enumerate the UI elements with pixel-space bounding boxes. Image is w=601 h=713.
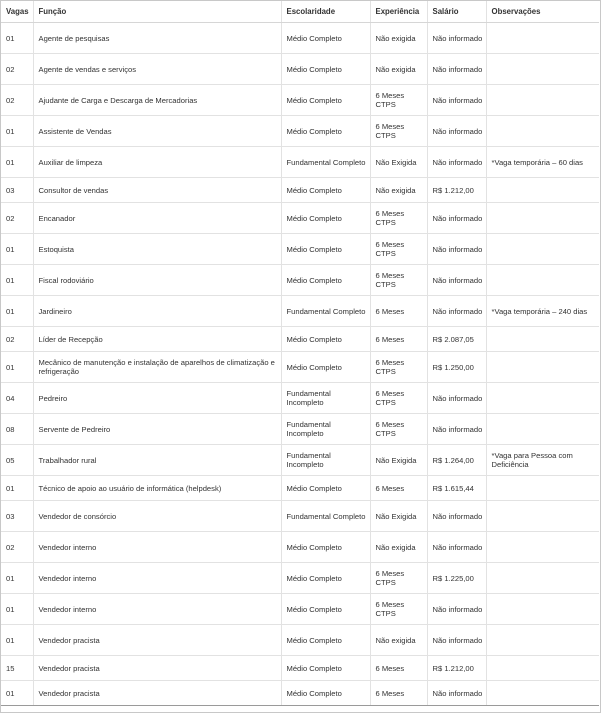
cell-vagas: 01 [1,352,33,383]
cell-escolaridade: Fundamental Completo [281,501,370,532]
cell-experiencia: 6 Meses [370,656,427,681]
cell-escolaridade: Médio Completo [281,203,370,234]
cell-escolaridade: Médio Completo [281,656,370,681]
table-row [1,54,599,85]
jobs-table [1,0,599,706]
cell-funcao: Consultor de vendas [33,178,281,203]
cell-escolaridade: Médio Completo [281,265,370,296]
cell-escolaridade: Médio Completo [281,85,370,116]
cell-escolaridade: Médio Completo [281,54,370,85]
cell-experiencia: Não Exigida [370,501,427,532]
cell-escolaridade: Médio Completo [281,563,370,594]
cell-vagas: 01 [1,681,33,706]
cell-observacoes [486,681,599,706]
cell-vagas: 02 [1,327,33,352]
table-row [1,147,599,178]
table-row [1,594,599,625]
cell-salario: Não informado [427,203,486,234]
cell-vagas: 02 [1,532,33,563]
table-row [1,85,599,116]
cell-observacoes [486,23,599,54]
cell-escolaridade: Médio Completo [281,234,370,265]
cell-salario: R$ 1.250,00 [427,352,486,383]
cell-salario: Não informado [427,54,486,85]
cell-experiencia: Não exigida [370,532,427,563]
cell-experiencia: Não Exigida [370,445,427,476]
cell-observacoes [486,563,599,594]
cell-salario: Não informado [427,414,486,445]
table-row [1,203,599,234]
cell-funcao: Fiscal rodoviário [33,265,281,296]
cell-salario: Não informado [427,85,486,116]
cell-experiencia: 6 Meses CTPS [370,234,427,265]
table-row [1,234,599,265]
cell-salario: Não informado [427,501,486,532]
header-experiencia: Experiência [370,0,427,23]
cell-escolaridade: Médio Completo [281,178,370,203]
cell-escolaridade: Fundamental Incompleto [281,383,370,414]
cell-experiencia: 6 Meses CTPS [370,563,427,594]
cell-observacoes [486,327,599,352]
table-row [1,265,599,296]
cell-vagas: 03 [1,501,33,532]
cell-vagas: 01 [1,234,33,265]
cell-salario: R$ 1.212,00 [427,656,486,681]
cell-observacoes [486,352,599,383]
cell-escolaridade: Fundamental Incompleto [281,414,370,445]
cell-experiencia: Não Exigida [370,147,427,178]
cell-vagas: 01 [1,116,33,147]
cell-salario: Não informado [427,265,486,296]
cell-observacoes [486,532,599,563]
header-escolaridade: Escolaridade [281,0,370,23]
cell-vagas: 08 [1,414,33,445]
table-row [1,476,599,501]
cell-experiencia: 6 Meses CTPS [370,85,427,116]
cell-observacoes [486,414,599,445]
cell-observacoes [486,116,599,147]
table-row [1,563,599,594]
cell-salario: R$ 1.212,00 [427,178,486,203]
cell-vagas: 02 [1,85,33,116]
cell-funcao: Agente de pesquisas [33,23,281,54]
table-row [1,532,599,563]
cell-observacoes: *Vaga temporária – 240 dias [486,296,599,327]
cell-funcao: Pedreiro [33,383,281,414]
table-row [1,656,599,681]
cell-funcao: Vendedor pracista [33,656,281,681]
cell-escolaridade: Médio Completo [281,23,370,54]
table-row [1,414,599,445]
cell-escolaridade: Médio Completo [281,532,370,563]
table-row [1,116,599,147]
cell-experiencia: Não exigida [370,625,427,656]
table-row [1,383,599,414]
table-row [1,681,599,706]
cell-observacoes [486,594,599,625]
cell-experiencia: 6 Meses [370,327,427,352]
cell-salario: Não informado [427,383,486,414]
cell-vagas: 01 [1,296,33,327]
cell-vagas: 01 [1,265,33,296]
cell-vagas: 01 [1,23,33,54]
cell-funcao: Líder de Recepção [33,327,281,352]
cell-observacoes [486,54,599,85]
cell-experiencia: 6 Meses CTPS [370,594,427,625]
cell-funcao: Encanador [33,203,281,234]
cell-escolaridade: Médio Completo [281,681,370,706]
table-row [1,625,599,656]
cell-salario: Não informado [427,23,486,54]
cell-observacoes [486,625,599,656]
cell-experiencia: 6 Meses [370,476,427,501]
cell-funcao: Técnico de apoio ao usuário de informática (helpdesk) [33,476,281,501]
table-row [1,445,599,476]
cell-experiencia: Não exigida [370,54,427,85]
header-observacoes: Observações [486,0,599,23]
cell-salario: Não informado [427,234,486,265]
cell-vagas: 01 [1,147,33,178]
table-row [1,327,599,352]
cell-vagas: 05 [1,445,33,476]
cell-vagas: 02 [1,54,33,85]
header-row [1,0,599,23]
cell-funcao: Ajudante de Carga e Descarga de Mercadorias [33,85,281,116]
cell-observacoes [486,476,599,501]
cell-vagas: 04 [1,383,33,414]
cell-experiencia: Não exigida [370,23,427,54]
cell-funcao: Mecânico de manutenção e instalação de aparelhos de climatização e refrigeração [33,352,281,383]
cell-vagas: 01 [1,625,33,656]
cell-escolaridade: Médio Completo [281,594,370,625]
cell-funcao: Vendedor pracista [33,625,281,656]
table-row [1,501,599,532]
cell-escolaridade: Fundamental Completo [281,296,370,327]
cell-experiencia: 6 Meses [370,681,427,706]
cell-experiencia: 6 Meses CTPS [370,265,427,296]
header-salario: Salário [427,0,486,23]
cell-salario: Não informado [427,681,486,706]
cell-funcao: Trabalhador rural [33,445,281,476]
table-row [1,178,599,203]
header-funcao: Função [33,0,281,23]
cell-funcao: Auxiliar de limpeza [33,147,281,178]
cell-escolaridade: Fundamental Completo [281,147,370,178]
cell-salario: Não informado [427,532,486,563]
table-row [1,23,599,54]
cell-escolaridade: Médio Completo [281,327,370,352]
cell-escolaridade: Fundamental Incompleto [281,445,370,476]
cell-observacoes [486,234,599,265]
cell-funcao: Vendedor interno [33,594,281,625]
cell-observacoes [486,85,599,116]
cell-observacoes: *Vaga para Pessoa com Deficiência [486,445,599,476]
cell-escolaridade: Médio Completo [281,352,370,383]
cell-observacoes [486,178,599,203]
cell-experiencia: 6 Meses CTPS [370,414,427,445]
cell-experiencia: 6 Meses CTPS [370,383,427,414]
cell-vagas: 03 [1,178,33,203]
cell-escolaridade: Médio Completo [281,116,370,147]
cell-escolaridade: Médio Completo [281,625,370,656]
cell-experiencia: 6 Meses [370,296,427,327]
cell-experiencia: 6 Meses CTPS [370,352,427,383]
cell-salario: Não informado [427,625,486,656]
cell-vagas: 15 [1,656,33,681]
table-row [1,296,599,327]
cell-funcao: Vendedor interno [33,563,281,594]
cell-funcao: Estoquista [33,234,281,265]
cell-funcao: Vendedor pracista [33,681,281,706]
cell-funcao: Jardineiro [33,296,281,327]
cell-salario: Não informado [427,594,486,625]
cell-observacoes [486,383,599,414]
cell-vagas: 01 [1,563,33,594]
cell-salario: Não informado [427,296,486,327]
cell-observacoes [486,501,599,532]
cell-escolaridade: Médio Completo [281,476,370,501]
cell-funcao: Assistente de Vendas [33,116,281,147]
cell-observacoes [486,656,599,681]
cell-salario: Não informado [427,116,486,147]
cell-experiencia: 6 Meses CTPS [370,203,427,234]
cell-funcao: Agente de vendas e serviços [33,54,281,85]
cell-salario: Não informado [427,147,486,178]
header-vagas: Vagas [1,0,33,23]
table-row [1,352,599,383]
cell-salario: R$ 1.615,44 [427,476,486,501]
cell-funcao: Vendedor de consórcio [33,501,281,532]
cell-salario: R$ 1.264,00 [427,445,486,476]
cell-experiencia: Não exigida [370,178,427,203]
cell-observacoes: *Vaga temporária – 60 dias [486,147,599,178]
cell-experiencia: 6 Meses CTPS [370,116,427,147]
cell-funcao: Servente de Pedreiro [33,414,281,445]
cell-funcao: Vendedor interno [33,532,281,563]
cell-salario: R$ 2.087,05 [427,327,486,352]
cell-vagas: 01 [1,594,33,625]
cell-observacoes [486,265,599,296]
cell-vagas: 02 [1,203,33,234]
cell-observacoes [486,203,599,234]
cell-salario: R$ 1.225,00 [427,563,486,594]
cell-vagas: 01 [1,476,33,501]
